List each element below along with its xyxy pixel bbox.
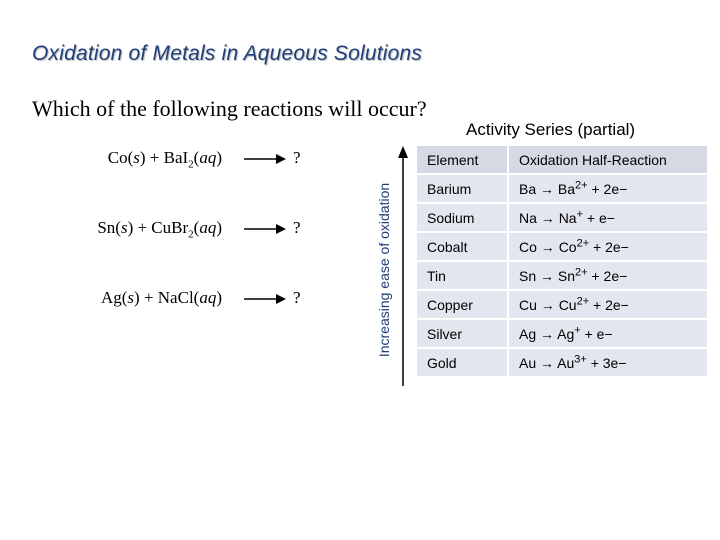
reaction-row	[0, 288, 340, 312]
arrow-icon: →	[540, 325, 555, 342]
reactant: Ag	[519, 325, 537, 342]
reaction-row	[0, 148, 340, 172]
reaction-row	[0, 218, 340, 242]
half-reaction-cell	[509, 204, 707, 231]
right-arrow-icon	[244, 152, 286, 166]
electrons: + e−	[584, 325, 613, 342]
table-row	[417, 320, 707, 347]
table-header-row	[417, 146, 707, 173]
reaction-result: ?	[293, 288, 301, 307]
ion-charge: 2+	[575, 265, 588, 278]
table-row	[417, 233, 707, 260]
electrons: + 2e−	[591, 180, 628, 197]
column-header-element: Element	[417, 146, 509, 173]
reactant: Ba	[519, 180, 537, 197]
arrow-icon: →	[540, 354, 555, 371]
ion-charge: +	[574, 323, 581, 336]
arrow-icon: →	[540, 267, 555, 284]
half-reaction-cell	[509, 262, 707, 289]
ion-charge: 3+	[574, 352, 587, 365]
ion-charge: +	[576, 207, 584, 220]
axis-label: Increasing ease of oxidation	[376, 182, 392, 358]
up-arrow-icon	[396, 146, 410, 386]
ion: Sn	[557, 267, 576, 284]
column-header-half-reaction: Oxidation Half-Reaction	[509, 146, 707, 173]
table-row	[417, 262, 707, 289]
ion: Au	[557, 354, 575, 371]
table-row	[417, 175, 707, 202]
table-row	[417, 204, 707, 231]
electrons: + 2e−	[593, 238, 629, 255]
element-cell: Barium	[417, 175, 509, 202]
right-arrow-icon	[244, 222, 286, 236]
activity-series-table	[417, 144, 707, 378]
electrons: + 2e−	[591, 267, 628, 284]
electrons: + 2e−	[593, 296, 629, 313]
half-reaction-cell	[509, 291, 707, 318]
reactant: Na	[519, 209, 537, 226]
element-cell: Gold	[417, 349, 509, 376]
table-row	[417, 349, 707, 376]
reaction-equation: Sn(s) + CuBr$_2$(aq)	[97, 218, 222, 241]
electrons: + 3e−	[590, 354, 627, 371]
half-reaction-cell	[509, 175, 707, 202]
ion: Co	[558, 238, 577, 255]
reaction-equation: Co(s) + BaI$_2$(aq)	[107, 148, 222, 171]
half-reaction-cell	[509, 320, 707, 347]
element-cell: Copper	[417, 291, 509, 318]
slide-title: Oxidation of Metals in Aqueous Solutions	[32, 42, 423, 65]
question-text: Which of the following reactions will occur?	[32, 96, 427, 121]
ion: Na	[558, 209, 577, 226]
reaction-result: ?	[293, 148, 301, 167]
reactant: Cu	[519, 296, 537, 313]
element-cell: Sodium	[417, 204, 509, 231]
reaction-equation: Ag(s) + NaCl(aq)	[100, 288, 222, 307]
table-row	[417, 291, 707, 318]
reactant: Au	[519, 354, 537, 371]
element-cell: Cobalt	[417, 233, 509, 260]
reactant: Co	[519, 238, 537, 255]
ion-charge: 2+	[575, 178, 588, 191]
ion: Ba	[557, 180, 576, 197]
arrow-icon: →	[540, 296, 555, 313]
ion: Ag	[557, 325, 575, 342]
electrons: + e−	[586, 209, 615, 226]
arrow-icon: →	[540, 180, 555, 197]
ion-charge: 2+	[576, 236, 590, 249]
reaction-result: ?	[293, 218, 301, 237]
reactant: Sn	[519, 267, 537, 284]
activity-series-title: Activity Series (partial)	[466, 120, 636, 139]
right-arrow-icon	[244, 292, 286, 306]
element-cell: Tin	[417, 262, 509, 289]
element-cell: Silver	[417, 320, 509, 347]
ion-charge: 2+	[576, 294, 590, 307]
arrow-icon: →	[540, 209, 555, 226]
half-reaction-cell	[509, 349, 707, 376]
half-reaction-cell	[509, 233, 707, 260]
arrow-icon: →	[540, 238, 555, 255]
ion: Cu	[558, 296, 577, 313]
